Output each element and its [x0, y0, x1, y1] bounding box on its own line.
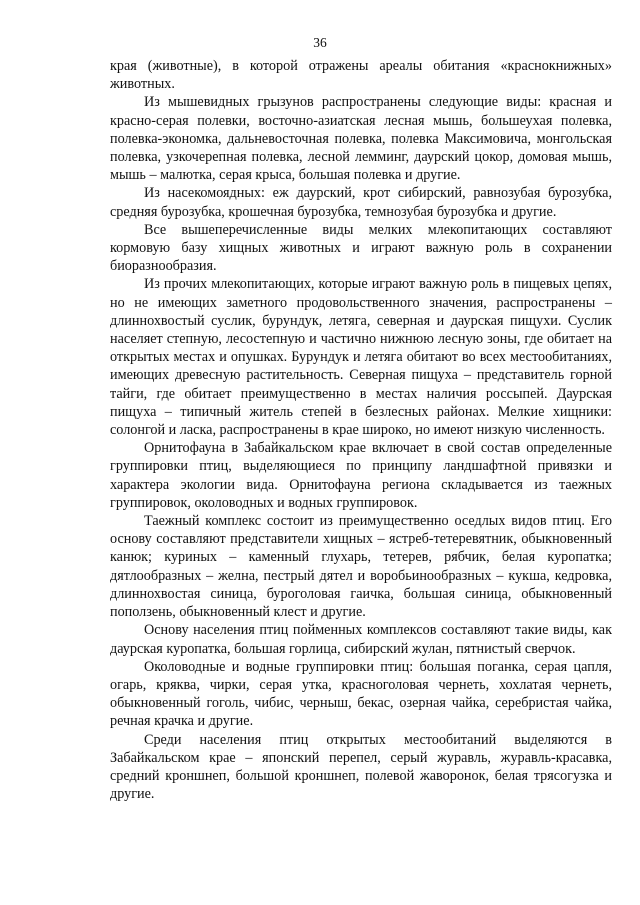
- paragraph-taiga-complex: Таежный комплекс состоит из преимущественно оседлых видов птиц. Его основу составляют представители хищных – ястреб-тетеревятник, обыкновенный канюк; куриных – каменный глухарь, тетерев, рябчик, белая куропатка; дятлообразных – желна, пестрый дятел и воробьинообразных – кукша, кедровка, длиннохвостая синица, буроголовая гаичка, большая синица, обыкновенный поползень, обыкновенный клест и другие.: [110, 513, 612, 621]
- paragraph-avifauna: Орнитофауна в Забайкальском крае включает в свой состав определенные группировки птиц, выделяющиеся по принципу ландшафтной привязки и характера экологии вида. Орнитофауна региона складывается из таежных группировок, околоводных и водных группировок.: [110, 440, 612, 511]
- paragraph-waterfowl: Околоводные и водные группировки птиц: большая поганка, серая цапля, огарь, кряква, чирки, серая утка, красноголовая чернеть, хохлатая чернеть, обыкновенный гоголь, чибис, черныш, бекас, озерная чайка, серебристая чайка, речная крачка и другие.: [110, 658, 612, 730]
- paragraph-floodplain-birds: Основу населения птиц пойменных комплексов составляют такие виды, как даурская куропатка, большая горлица, сибирский жулан, пятнистый сверчок.: [110, 622, 612, 657]
- paragraph-food-base: Все вышеперечисленные виды мелких млекопитающих составляют кормовую базу хищных животных и играют важную роль в сохранении биоразнообразия.: [110, 221, 612, 275]
- page-body: [110, 57, 612, 803]
- paragraph-continuation: края (животные), в которой отражены ареалы обитания «краснокнижных» животных.: [110, 58, 612, 93]
- paragraph-rodents: Из мышевидных грызунов распространены следующие виды: красная и красно-серая полевки, восточно-азиатская лесная мышь, большеухая полевка, полевка-экономка, дальневосточная полевка, полевка Максимовича, монгольская полевка, узкочерепная полевка, лесной лемминг, даурский цокор, домовая мышь, мышь – малютка, серая крыса, большая полевка и другие.: [110, 94, 612, 184]
- page-number: 36: [313, 35, 327, 50]
- paragraph-other-mammals: Из прочих млекопитающих, которые играют важную роль в пищевых цепях, но не имеющих заметного продовольственного значения, распространены – длиннохвостый суслик, бурундук, летяга, северная и даурская пищухи. Суслик населяет степную, лесостепную и частично нижнюю лесную зоны, где обитает на открытых местах и опушках. Бурундук и летяга обитают во всех местообитаниях, имеющих древесную растительность. Северная пищуха – представитель горной тайги, где обитает преимущественно в местах наличия россыпей. Даурская пищуха – типичный житель степей в безлесных районах. Мелкие хищники: солонгой и ласка, распространены в крае широко, но имеют низкую численность.: [110, 276, 612, 439]
- paragraph-open-habitat-birds: Среди населения птиц открытых местообитаний выделяются в Забайкальском крае – японский перепел, серый журавль, журавль-красавка, средний кроншнеп, большой кроншнеп, полевой жаворонок, белая трясогузка и другие.: [110, 731, 612, 803]
- paragraph-insectivores: Из насекомоядных: еж даурский, крот сибирский, равнозубая бурозубка, средняя бурозубка, крошечная бурозубка, темнозубая бурозубка и другие.: [110, 185, 612, 220]
